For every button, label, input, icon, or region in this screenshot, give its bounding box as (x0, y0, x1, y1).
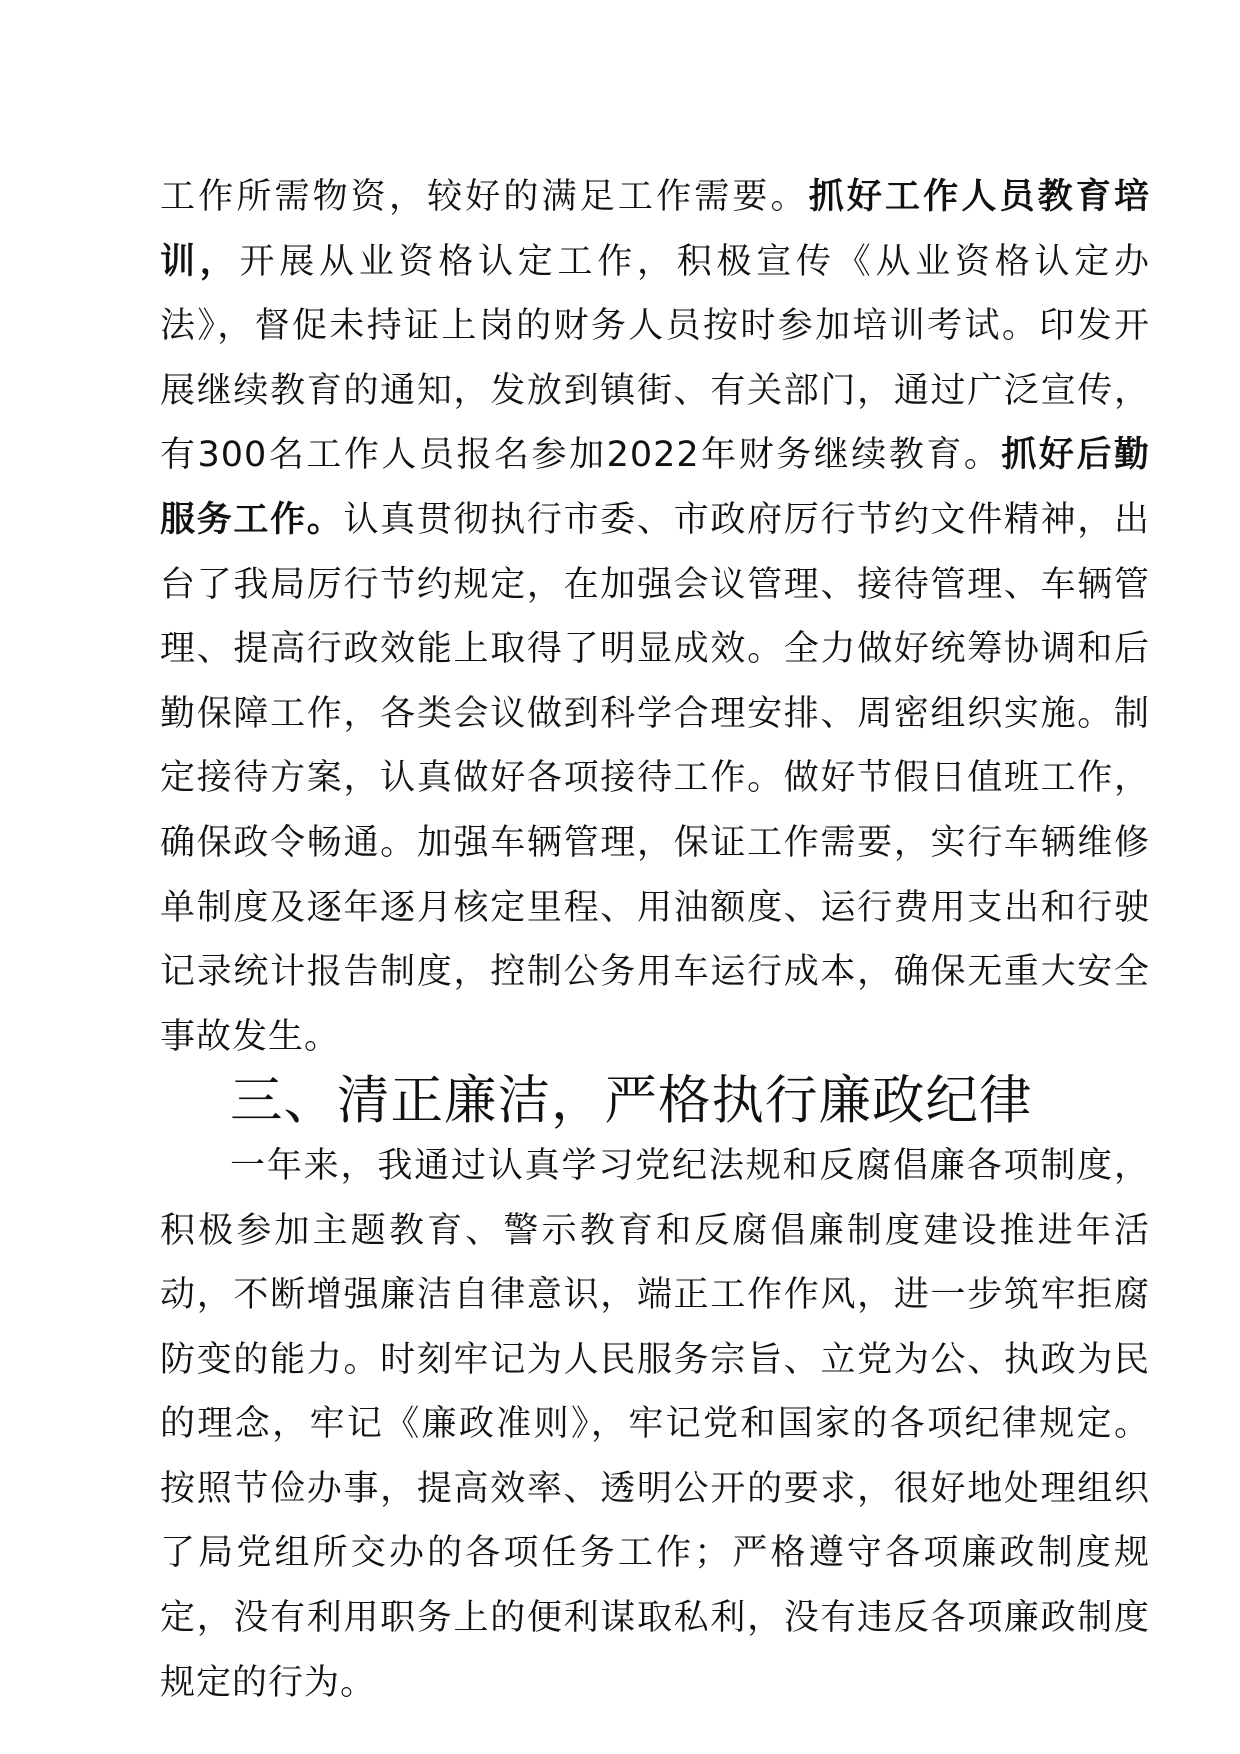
paragraph-integrity: 一年来，我通过认真学习党纪法规和反腐倡廉各项制度，积极参加主题教育、警示教育和反腐倡廉制度建设推进年活动，不断增强廉洁自律意识，端正工作作风，进一步筑牢拒腐防变的能力。时刻牢记为人民服务宗旨、立党为公、执政为民的理念，牢记《廉政准则》，牢记党和国家的各项纪律规定。按照节俭办事，提高效率、透明公开的要求，很好地处理组织了局党组所交办的各项任务工作；严格遵守各项廉政制度规定，没有利用职务上的便利谋取私利，没有违反各项廉政制度规定的行为。 (160, 1145, 1150, 1703)
bold-heading-logistics: 抓好后勤服务工作。 (160, 435, 1150, 540)
document-page (160, 165, 1150, 1715)
paragraph-work-logistics (160, 165, 1150, 1069)
text-segment: 开展从业资格认定工作，积极宣传《从业资格认定办法》，督促未持证上岗的财务人员按时参加培训考试。印发开展继续教育的通知，发放到镇街、有关部门，通过广泛宣传，有300名工作人员报名参加2022年财务继续教育。 (160, 241, 1150, 476)
section-heading: 三、清正廉洁，严格执行廉政纪律 (230, 1070, 1033, 1132)
bold-heading-training: 抓好工作人员教育培训， (160, 177, 1150, 282)
text-segment: 认真贯彻执行市委、市政府厉行节约文件精神，出台了我局厉行节约规定，在加强会议管理、接待管理、车辆管理、提高行政效能上取得了明显成效。全力做好统筹协调和后勤保障工作，各类会议做到科学合理安排、周密组织实施。制定接待方案，认真做好各项接待工作。做好节假日值班工作，确保政令畅通。加强车辆管理，保证工作需要，实行车辆维修单制度及逐年逐月核定里程、用油额度、运行费用支出和行驶记录统计报告制度，控制公务用车运行成本，确保无重大安全事故发生。 (160, 499, 1150, 1057)
text-segment: 工作所需物资，较好的满足工作需要。 (160, 177, 809, 217)
